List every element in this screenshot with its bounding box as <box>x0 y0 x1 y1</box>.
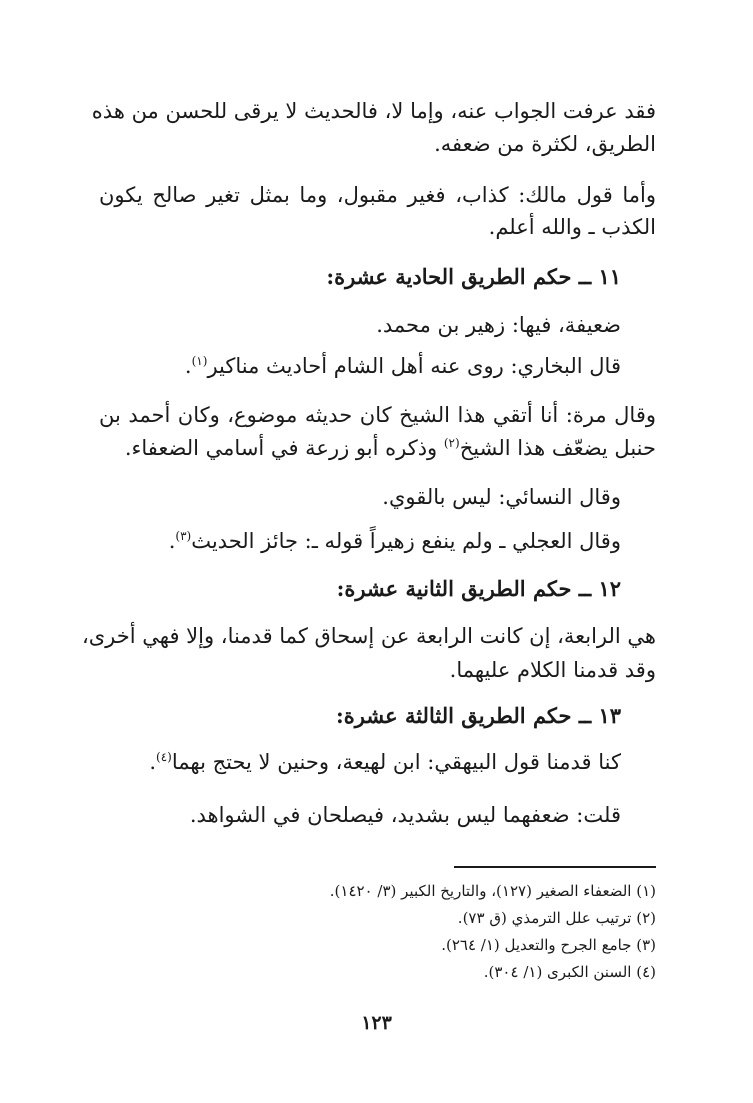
footnote-separator <box>454 866 656 868</box>
paragraph-5-text-a: حنبل يضعّف هذا الشيخ <box>459 436 656 460</box>
section-heading-13: ١٣ ــ حكم الطريق الثالثة عشرة: <box>336 703 621 728</box>
paragraph-7-text: وقال العجلي ـ ولم ينفع زهيراً قوله ـ: جائز الحديث <box>191 529 621 553</box>
paragraph-1-line-1: فقد عرفت الجواب عنه، وإما لا، فالحديث لا يرقى للحسن من هذه <box>91 99 656 123</box>
paragraph-9-end: . <box>149 750 157 774</box>
section-heading-11: ١١ ــ حكم الطريق الحادية عشرة: <box>326 264 621 289</box>
section-heading-12: ١٢ ــ حكم الطريق الثانية عشرة: <box>336 576 621 601</box>
paragraph-8-line-1: هي الرابعة، إن كانت الرابعة عن إسحاق كما قدمنا، وإلا فهي أخرى، <box>81 624 656 648</box>
paragraph-2-line-1: وأما قول مالك: كذاب، فغير مقبول، وما بمثل تغير صالح يكون <box>99 183 656 207</box>
paragraph-3: ضعيفة، فيها: زهير بن محمد. <box>376 313 621 337</box>
footnote-ref-4[interactable]: (٤) <box>156 750 172 764</box>
paragraph-6: وقال النسائي: ليس بالقوي. <box>382 485 621 509</box>
paragraph-5-line-2 <box>99 434 656 462</box>
footnote-2: (٢) ترتيب علل الترمذي (ق ٧٣). <box>457 909 656 927</box>
footnote-ref-3[interactable]: (٣) <box>175 529 192 543</box>
page-number: ١٢٣ <box>361 1012 392 1034</box>
footnote-4: (٤) السنن الكبرى (١/ ٣٠٤). <box>483 963 656 981</box>
footnote-ref-1[interactable]: (١) <box>191 354 208 368</box>
paragraph-4-end: . <box>184 354 192 378</box>
paragraph-4-text: قال البخاري: روى عنه أهل الشام أحاديث مناكير <box>207 354 621 378</box>
paragraph-7 <box>169 527 621 555</box>
paragraph-7-end: . <box>168 529 176 553</box>
paragraph-9-text: كنا قدمنا قول البيهقي: ابن لهيعة، وحنين لا يحتج بهما <box>171 750 621 774</box>
footnote-3: (٣) جامع الجرح والتعديل (١/ ٢٦٤). <box>441 936 656 954</box>
paragraph-10: قلت: ضعفهما ليس بشديد، فيصلحان في الشواهد. <box>189 803 621 827</box>
footnote-ref-2[interactable]: (٢) <box>443 436 460 450</box>
paragraph-8-line-2: وقد قدمنا الكلام عليهما. <box>449 658 656 682</box>
paragraph-1-line-2: الطريق، لكثرة من ضعفه. <box>434 132 656 156</box>
paragraph-5-line-1: وقال مرة: أنا أتقي هذا الشيخ كان حديثه موضوع، وكان أحمد بن <box>99 403 656 427</box>
footnote-1: (١) الضعفاء الصغير (١٢٧)، والتاريخ الكبير (٣/ ١٤٢٠). <box>329 882 656 900</box>
paragraph-9 <box>149 748 621 776</box>
paragraph-4 <box>185 352 621 380</box>
paragraph-2-line-2: الكذب ـ والله أعلم. <box>488 215 656 239</box>
paragraph-5-text-b: وذكره أبو زرعة في أسامي الضعفاء. <box>124 436 444 460</box>
